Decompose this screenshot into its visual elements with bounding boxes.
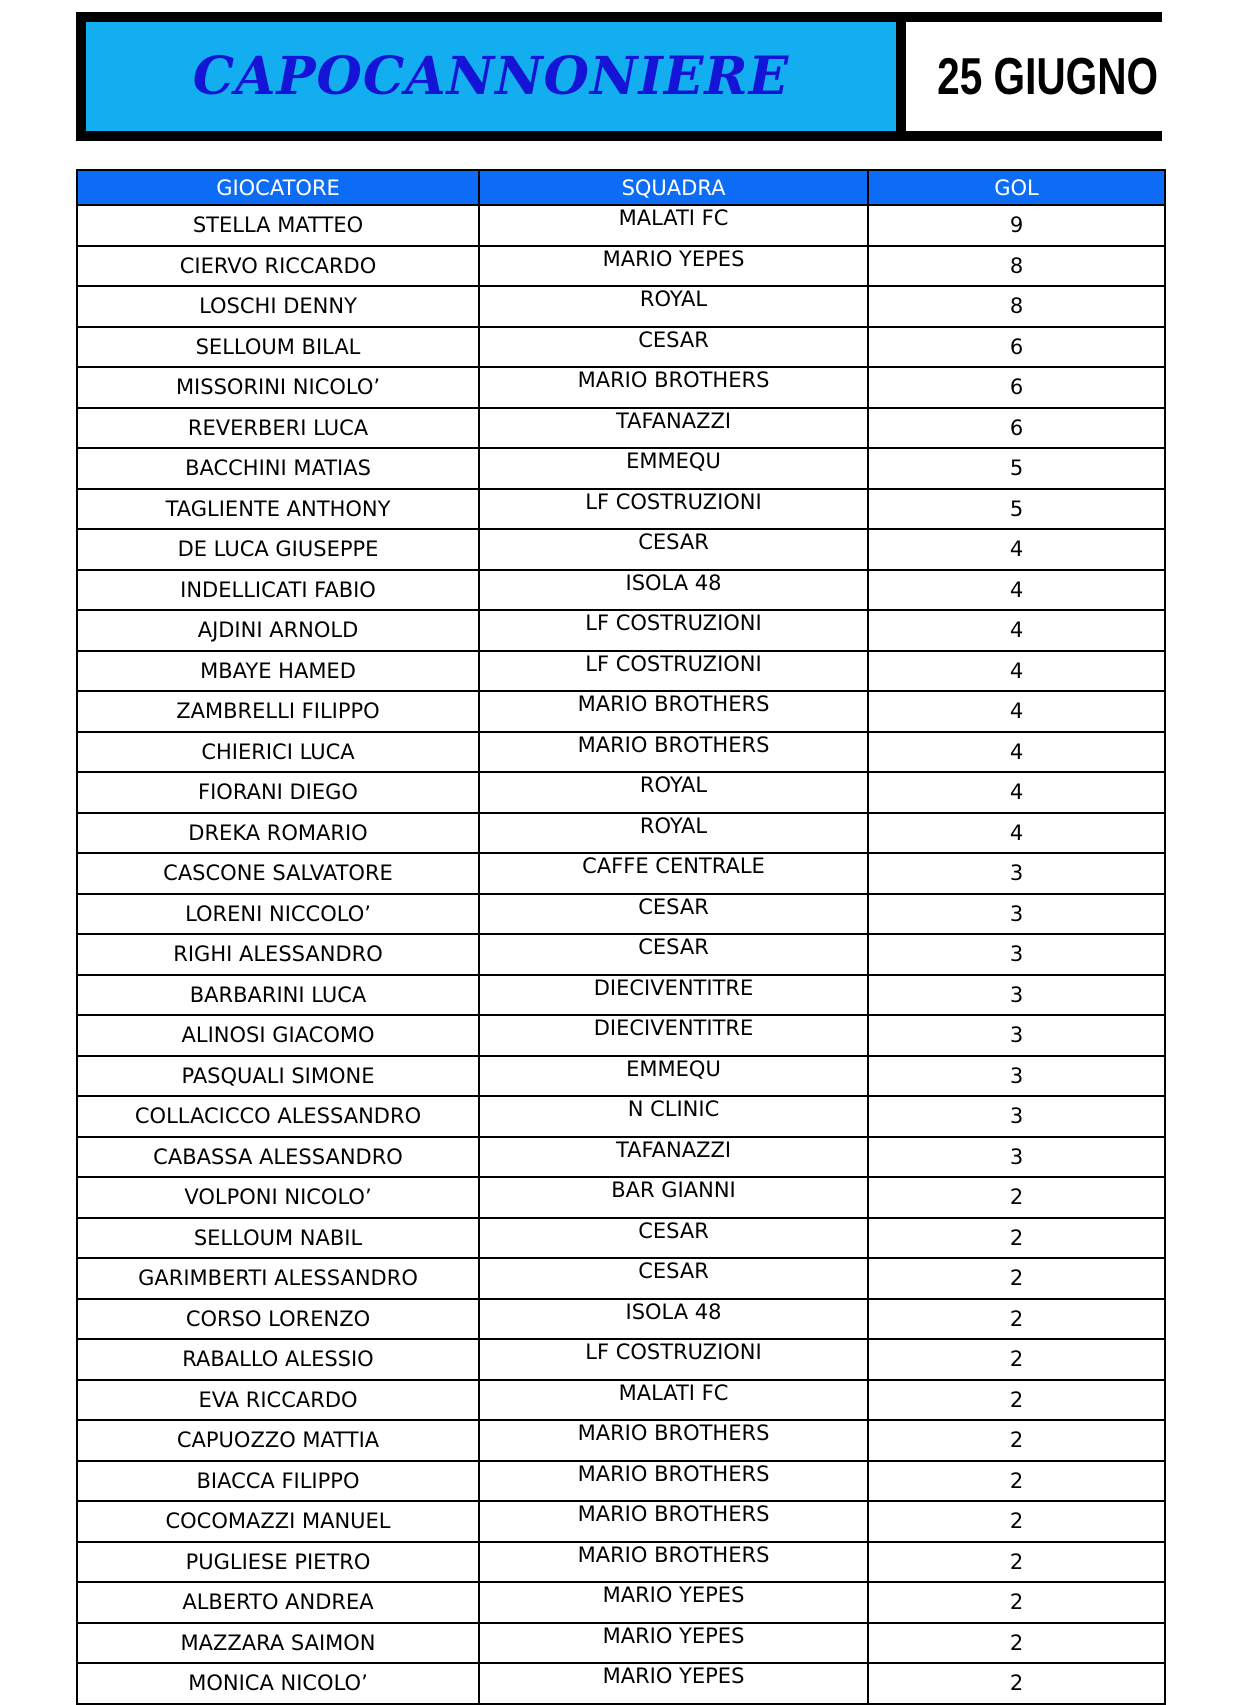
goals-cell: 5 <box>868 489 1165 530</box>
player-name-cell: CABASSA ALESSANDRO <box>77 1137 479 1178</box>
team-name-cell: BAR GIANNI <box>479 1177 868 1218</box>
goals-cell: 3 <box>868 894 1165 935</box>
table-row <box>77 1218 1165 1259</box>
goals-cell: 4 <box>868 570 1165 611</box>
team-name-cell: MARIO BROTHERS <box>479 367 868 408</box>
table-row <box>77 408 1165 449</box>
goals-cell: 4 <box>868 529 1165 570</box>
header-team: SQUADRA <box>479 170 868 205</box>
goals-cell: 4 <box>868 732 1165 773</box>
title-banner <box>76 12 1162 141</box>
table-row <box>77 1663 1165 1704</box>
goals-cell: 2 <box>868 1582 1165 1623</box>
team-name-cell: ROYAL <box>479 813 868 854</box>
player-name-cell: ALINOSI GIACOMO <box>77 1015 479 1056</box>
team-name-cell: CESAR <box>479 327 868 368</box>
table-row <box>77 205 1165 246</box>
table-row <box>77 1542 1165 1583</box>
table-row <box>77 813 1165 854</box>
player-name-cell: CASCONE SALVATORE <box>77 853 479 894</box>
team-name-cell: DIECIVENTITRE <box>479 1015 868 1056</box>
goals-cell: 2 <box>868 1339 1165 1380</box>
player-name-cell: BIACCA FILIPPO <box>77 1461 479 1502</box>
player-name-cell: CAPUOZZO MATTIA <box>77 1420 479 1461</box>
team-name-cell: MARIO YEPES <box>479 1663 868 1704</box>
team-name-cell: TAFANAZZI <box>479 1137 868 1178</box>
table-row <box>77 1056 1165 1097</box>
team-name-cell: CESAR <box>479 1258 868 1299</box>
team-name-cell: MARIO BROTHERS <box>479 691 868 732</box>
table-row <box>77 691 1165 732</box>
team-name-cell: MARIO YEPES <box>479 246 868 287</box>
goals-cell: 2 <box>868 1663 1165 1704</box>
team-name-cell: TAFANAZZI <box>479 408 868 449</box>
table-row <box>77 651 1165 692</box>
table-row <box>77 489 1165 530</box>
team-name-cell: MARIO BROTHERS <box>479 1461 868 1502</box>
player-name-cell: STELLA MATTEO <box>77 205 479 246</box>
player-name-cell: INDELLICATI FABIO <box>77 570 479 611</box>
goals-cell: 3 <box>868 1096 1165 1137</box>
team-name-cell: CESAR <box>479 934 868 975</box>
team-name-cell: MARIO BROTHERS <box>479 732 868 773</box>
table-row <box>77 327 1165 368</box>
player-name-cell: BACCHINI MATIAS <box>77 448 479 489</box>
table-row <box>77 246 1165 287</box>
goals-cell: 3 <box>868 1015 1165 1056</box>
goals-cell: 2 <box>868 1623 1165 1664</box>
table-row <box>77 1582 1165 1623</box>
table-row <box>77 570 1165 611</box>
team-name-cell: MALATI FC <box>479 1380 868 1421</box>
goals-cell: 2 <box>868 1461 1165 1502</box>
team-name-cell: MALATI FC <box>479 205 868 246</box>
player-name-cell: FIORANI DIEGO <box>77 772 479 813</box>
player-name-cell: REVERBERI LUCA <box>77 408 479 449</box>
team-name-cell: ROYAL <box>479 286 868 327</box>
player-name-cell: VOLPONI NICOLO’ <box>77 1177 479 1218</box>
team-name-cell: N CLINIC <box>479 1096 868 1137</box>
player-name-cell: MONICA NICOLO’ <box>77 1663 479 1704</box>
table-row <box>77 529 1165 570</box>
table-row <box>77 1380 1165 1421</box>
player-name-cell: DE LUCA GIUSEPPE <box>77 529 479 570</box>
goals-cell: 6 <box>868 327 1165 368</box>
table-row <box>77 448 1165 489</box>
team-name-cell: MARIO YEPES <box>479 1623 868 1664</box>
goals-cell: 5 <box>868 448 1165 489</box>
goals-cell: 3 <box>868 975 1165 1016</box>
player-name-cell: RABALLO ALESSIO <box>77 1339 479 1380</box>
goals-cell: 6 <box>868 408 1165 449</box>
table-row <box>77 1339 1165 1380</box>
table-row <box>77 1299 1165 1340</box>
goals-cell: 2 <box>868 1542 1165 1583</box>
player-name-cell: CHIERICI LUCA <box>77 732 479 773</box>
player-name-cell: MBAYE HAMED <box>77 651 479 692</box>
goals-cell: 8 <box>868 286 1165 327</box>
goals-cell: 2 <box>868 1380 1165 1421</box>
table-row <box>77 610 1165 651</box>
player-name-cell: LOSCHI DENNY <box>77 286 479 327</box>
team-name-cell: CESAR <box>479 894 868 935</box>
table-row <box>77 934 1165 975</box>
team-name-cell: LF COSTRUZIONI <box>479 1339 868 1380</box>
player-name-cell: SELLOUM NABIL <box>77 1218 479 1259</box>
team-name-cell: LF COSTRUZIONI <box>479 489 868 530</box>
team-name-cell: MARIO BROTHERS <box>479 1501 868 1542</box>
header-goals: GOL <box>868 170 1165 205</box>
goals-cell: 4 <box>868 651 1165 692</box>
table-row <box>77 1137 1165 1178</box>
team-name-cell: CESAR <box>479 1218 868 1259</box>
player-name-cell: CIERVO RICCARDO <box>77 246 479 287</box>
team-name-cell: LF COSTRUZIONI <box>479 610 868 651</box>
table-row <box>77 1623 1165 1664</box>
player-name-cell: ZAMBRELLI FILIPPO <box>77 691 479 732</box>
team-name-cell: LF COSTRUZIONI <box>479 651 868 692</box>
team-name-cell: CESAR <box>479 529 868 570</box>
header-player: GIOCATORE <box>77 170 479 205</box>
goals-cell: 4 <box>868 813 1165 854</box>
goals-cell: 4 <box>868 691 1165 732</box>
player-name-cell: DREKA ROMARIO <box>77 813 479 854</box>
team-name-cell: CAFFE CENTRALE <box>479 853 868 894</box>
team-name-cell: ROYAL <box>479 772 868 813</box>
table-row <box>77 853 1165 894</box>
goals-cell: 6 <box>868 367 1165 408</box>
table-row <box>77 772 1165 813</box>
goals-cell: 9 <box>868 205 1165 246</box>
team-name-cell: DIECIVENTITRE <box>479 975 868 1016</box>
goals-cell: 8 <box>868 246 1165 287</box>
player-name-cell: BARBARINI LUCA <box>77 975 479 1016</box>
goals-cell: 2 <box>868 1501 1165 1542</box>
table-row <box>77 1015 1165 1056</box>
table-row <box>77 894 1165 935</box>
goals-cell: 3 <box>868 1056 1165 1097</box>
date-label: 25 GIUGNO <box>937 47 1159 106</box>
goals-cell: 4 <box>868 772 1165 813</box>
player-name-cell: SELLOUM BILAL <box>77 327 479 368</box>
goals-cell: 2 <box>868 1177 1165 1218</box>
player-name-cell: RIGHI ALESSANDRO <box>77 934 479 975</box>
goals-cell: 2 <box>868 1299 1165 1340</box>
banner-date-box <box>906 22 1189 131</box>
banner-title-box <box>86 22 906 131</box>
player-name-cell: MISSORINI NICOLO’ <box>77 367 479 408</box>
table-row <box>77 1177 1165 1218</box>
team-name-cell: ISOLA 48 <box>479 1299 868 1340</box>
team-name-cell: EMMEQU <box>479 1056 868 1097</box>
table-row <box>77 732 1165 773</box>
player-name-cell: AJDINI ARNOLD <box>77 610 479 651</box>
team-name-cell: MARIO YEPES <box>479 1582 868 1623</box>
player-name-cell: PUGLIESE PIETRO <box>77 1542 479 1583</box>
team-name-cell: MARIO BROTHERS <box>479 1420 868 1461</box>
top-scorers-table <box>76 169 1166 1705</box>
table-row <box>77 1501 1165 1542</box>
player-name-cell: EVA RICCARDO <box>77 1380 479 1421</box>
table-row <box>77 975 1165 1016</box>
player-name-cell: TAGLIENTE ANTHONY <box>77 489 479 530</box>
player-name-cell: CORSO LORENZO <box>77 1299 479 1340</box>
goals-cell: 3 <box>868 853 1165 894</box>
goals-cell: 3 <box>868 934 1165 975</box>
player-name-cell: COCOMAZZI MANUEL <box>77 1501 479 1542</box>
player-name-cell: COLLACICCO ALESSANDRO <box>77 1096 479 1137</box>
goals-cell: 3 <box>868 1137 1165 1178</box>
team-name-cell: ISOLA 48 <box>479 570 868 611</box>
goals-cell: 2 <box>868 1218 1165 1259</box>
table-body <box>77 205 1165 1704</box>
table-row <box>77 1096 1165 1137</box>
team-name-cell: MARIO BROTHERS <box>479 1542 868 1583</box>
table-header-row <box>77 170 1165 205</box>
team-name-cell: EMMEQU <box>479 448 868 489</box>
page-title: CAPOCANNONIERE <box>192 46 790 107</box>
goals-cell: 2 <box>868 1420 1165 1461</box>
goals-cell: 2 <box>868 1258 1165 1299</box>
table-row <box>77 1420 1165 1461</box>
table-row <box>77 367 1165 408</box>
player-name-cell: ALBERTO ANDREA <box>77 1582 479 1623</box>
table-row <box>77 1461 1165 1502</box>
player-name-cell: LORENI NICCOLO’ <box>77 894 479 935</box>
player-name-cell: GARIMBERTI ALESSANDRO <box>77 1258 479 1299</box>
goals-cell: 4 <box>868 610 1165 651</box>
player-name-cell: MAZZARA SAIMON <box>77 1623 479 1664</box>
table-row <box>77 286 1165 327</box>
table-row <box>77 1258 1165 1299</box>
player-name-cell: PASQUALI SIMONE <box>77 1056 479 1097</box>
